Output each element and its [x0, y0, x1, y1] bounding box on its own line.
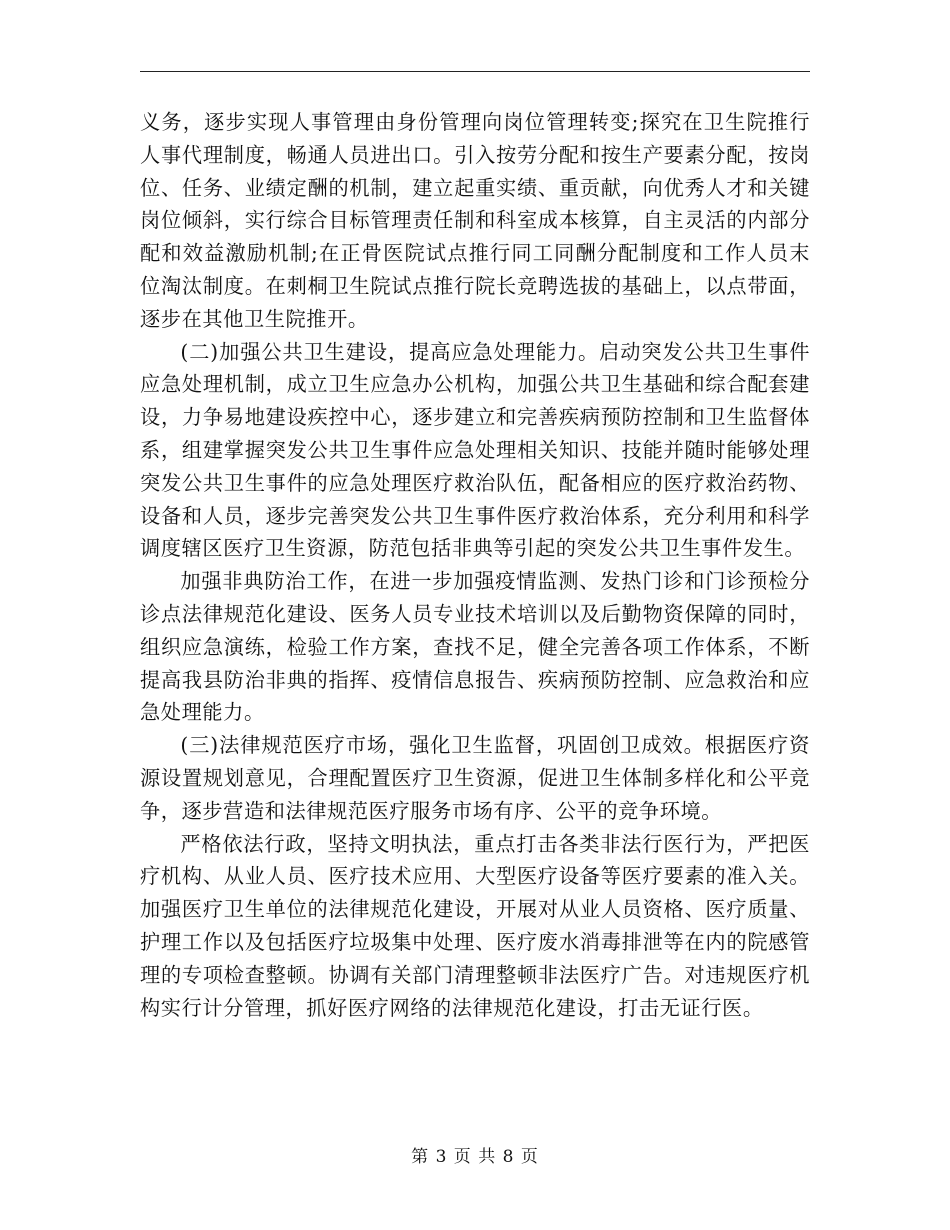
header-rule [140, 71, 810, 72]
paragraph-4: (三)法律规范医疗市场，强化卫生监督，巩固创卫成效。根据医疗资源设置规划意见，合理配置医疗卫生资源，促进卫生体制多样化和公平竞争，逐步营造和法律规范医疗服务市场有序、公平的竞争环境。 [140, 733, 810, 823]
document-body [140, 106, 810, 1024]
paragraph-5: 严格依法行政，坚持文明执法，重点打击各类非法行医行为，严把医疗机构、从业人员、医疗技术应用、大型医疗设备等医疗要素的准入关。加强医疗卫生单位的法律规范化建设，开展对从业人员资格、医疗质量、护理工作以及包括医疗垃圾集中处理、医疗废水消毒排泄等在内的院感管理的专项检查整顿。协调有关部门清理整顿非法医疗广告。对违规医疗机构实行计分管理，抓好医疗网络的法律规范化建设，打击无证行医。 [140, 831, 810, 1020]
paragraph-1: 义务，逐步实现人事管理由身份管理向岗位管理转变;探究在卫生院推行人事代理制度，畅通人员进出口。引入按劳分配和按生产要素分配，按岗位、任务、业绩定酬的机制，建立起重实绩、重贡献，向优秀人才和关键岗位倾斜，实行综合目标管理责任制和科室成本核算，自主灵活的内部分配和效益激励机制;在正骨医院试点推行同工同酬分配制度和工作人员末位淘汰制度。在刺桐卫生院试点推行院长竞聘选拔的基础上，以点带面，逐步在其他卫生院推开。 [140, 110, 810, 331]
paragraph-2: (二)加强公共卫生建设，提高应急处理能力。启动突发公共卫生事件应急处理机制，成立卫生应急办公机构，加强公共卫生基础和综合配套建设，力争易地建设疾控中心，逐步建立和完善疾病预防控制和卫生监督体系，组建掌握突发公共卫生事件应急处理相关知识、技能并随时能够处理突发公共卫生事件的应急处理医疗救治队伍，配备相应的医疗救治药物、设备和人员，逐步完善突发公共卫生事件医疗救治体系，充分利用和科学调度辖区医疗卫生资源，防范包括非典等引起的突发公共卫生事件发生。 [140, 339, 810, 561]
paragraph-3: 加强非典防治工作，在进一步加强疫情监测、发热门诊和门诊预检分诊点法律规范化建设、医务人员专业技术培训以及后勤物资保障的同时，组织应急演练，检验工作方案，查找不足，健全完善各项工作体系，不断提高我县防治非典的指挥、疫情信息报告、疾病预防控制、应急救治和应急处理能力。 [140, 569, 810, 725]
page-footer: 第 3 页 共 8 页 [411, 1147, 539, 1167]
